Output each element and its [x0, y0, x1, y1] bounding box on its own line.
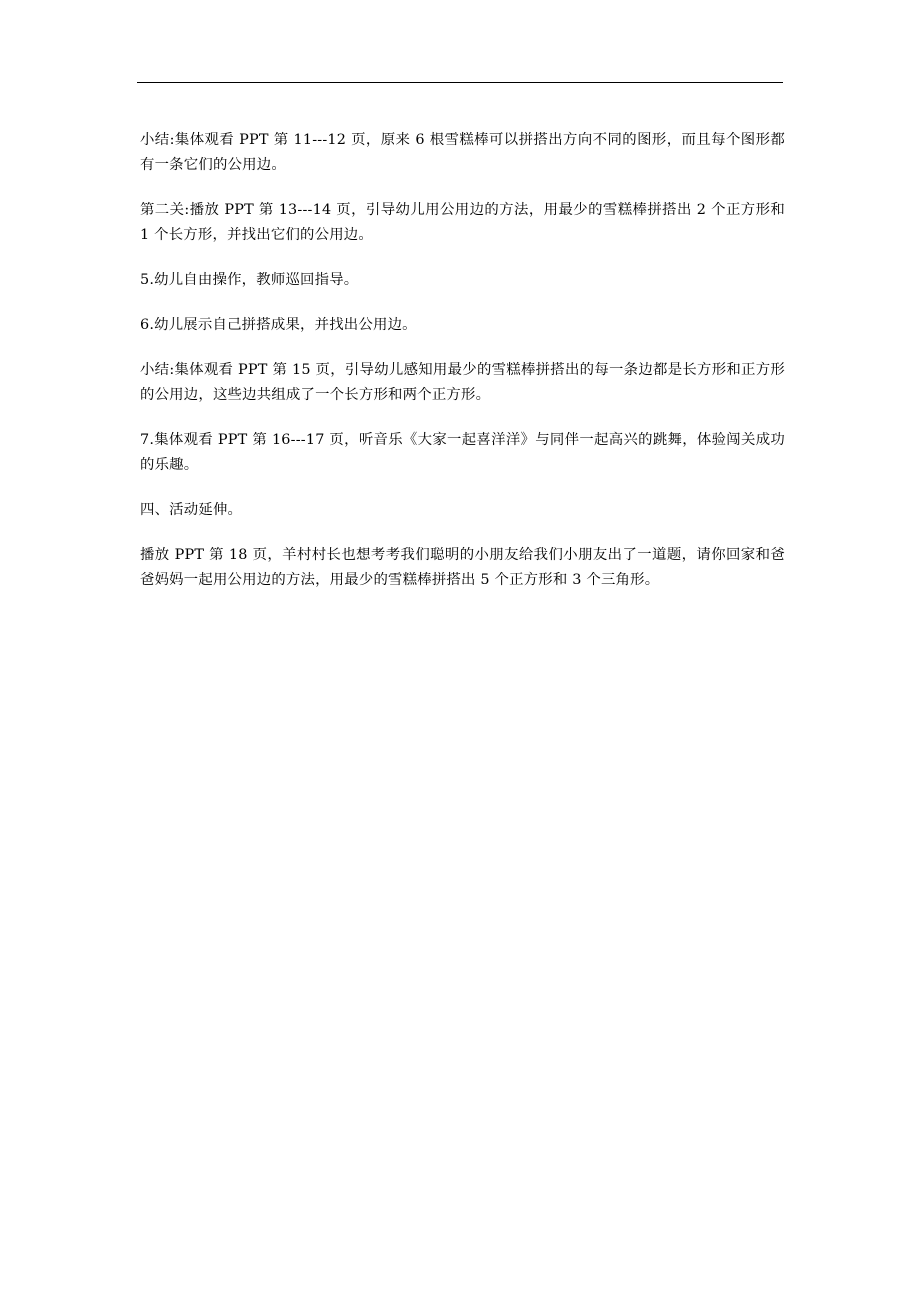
document-body — [140, 128, 785, 613]
header-rule — [137, 82, 783, 83]
paragraph-summary-2: 小结:集体观看 PPT 第 15 页，引导幼儿感知用最少的雪糕棒拼搭出的每一条边都是长方形和正方形的公用边，这些边共组成了一个长方形和两个正方形。 — [140, 362, 785, 403]
paragraph-step-6: 6.幼儿展示自己拼搭成果，并找出公用边。 — [140, 317, 417, 333]
paragraph-level-two: 第二关:播放 PPT 第 13---14 页，引导幼儿用公用边的方法，用最少的雪糕棒拼搭出 2 个正方形和 1 个长方形，并找出它们的公用边。 — [140, 202, 785, 243]
paragraph-step-7: 7.集体观看 PPT 第 16---17 页，听音乐《大家一起喜洋洋》与同伴一起高兴的跳舞，体验闯关成功的乐趣。 — [140, 432, 785, 473]
section-heading-extension: 四、活动延伸。 — [140, 502, 243, 518]
paragraph-step-5: 5.幼儿自由操作，教师巡回指导。 — [140, 272, 359, 288]
paragraph-extension: 播放 PPT 第 18 页，羊村村长也想考考我们聪明的小朋友给我们小朋友出了一道题，请你回家和爸爸妈妈一起用公用边的方法，用最少的雪糕棒拼搭出 5 个正方形和 3 个三角形。 — [140, 547, 785, 588]
paragraph-summary-1: 小结:集体观看 PPT 第 11---12 页，原来 6 根雪糕棒可以拼搭出方向不同的图形，而且每个图形都有一条它们的公用边。 — [140, 132, 785, 173]
